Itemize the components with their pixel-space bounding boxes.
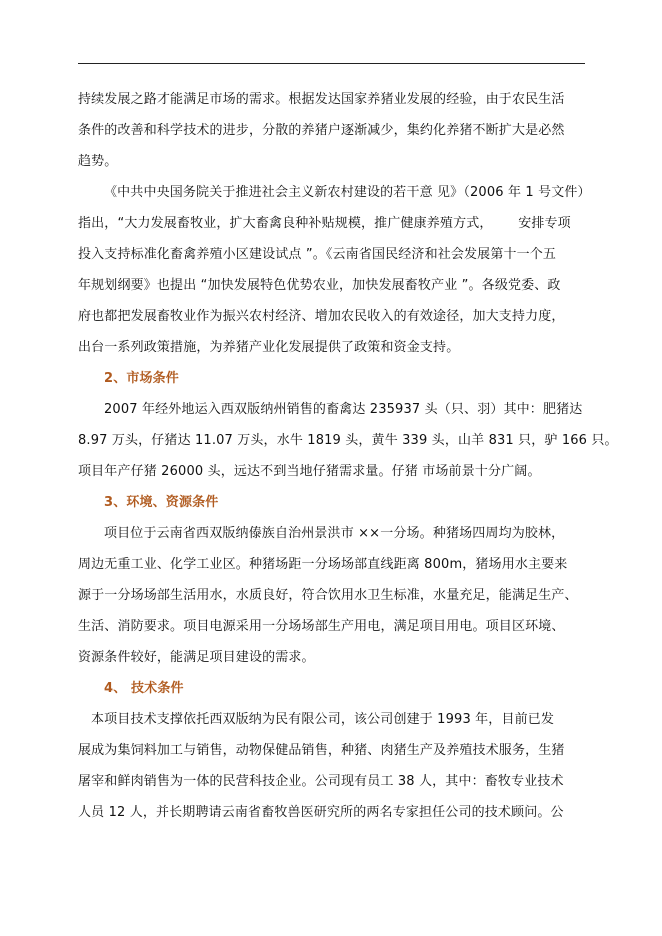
body-line: 本项目技术支撑依托西双版纳为民有限公司，该公司创建于 1993 年，目前已发: [91, 712, 555, 727]
body-line: 2007 年经外地运入西双版纳州销售的畜禽达 235937 头（只、羽）其中：肥猪达: [104, 402, 583, 417]
body-line: 人员 12 人，并长期聘请云南省畜牧兽医研究所的两名专家担任公司的技术顾问。公: [78, 805, 564, 820]
body-line: 条件的改善和科学技术的进步，分散的养猪户逐渐减少，集约化养猪不断扩大是必然: [78, 123, 565, 138]
body-line: 《中共中央国务院关于推进社会主义新农村建设的若干意 见》（2006 年 1 号文件）: [104, 185, 591, 200]
document-body: [78, 84, 618, 828]
body-line: 资源条件较好，能满足项目建设的需求。: [78, 650, 315, 665]
body-line: 年规划纲要》也提出 “加快发展特色优势农业，加快发展畜牧产业 ”。各级党委、政: [78, 278, 561, 293]
body-line: 屠宰和鲜肉销售为一体的民营科技企业。公司现有员工 38 人，其中：畜牧专业技术: [78, 774, 564, 789]
body-line: 投入支持标准化畜禽养殖小区建设试点 ”。《云南省国民经济和社会发展第十一个五: [78, 247, 557, 262]
body-line: 府也都把发展畜牧业作为振兴农村经济、增加农民收入的有效途径，加大支持力度，: [78, 309, 565, 324]
body-line: 生活、消防要求。项目电源采用一分场场部生产用电，满足项目用电。项目区环境、: [78, 619, 565, 634]
body-line: 项目年产仔猪 26000 头，远达不到当地仔猪需求量。仔猪 市场前景十分广阔。: [78, 464, 541, 479]
body-line: 趋势。: [78, 154, 118, 169]
body-line: 源于一分场场部生活用水，水质良好，符合饮用水卫生标准，水量充足，能满足生产、: [78, 588, 578, 603]
body-line: 指出，“大力发展畜牧业，扩大畜禽良种补贴规模，推广健康养殖方式， 安排专项: [78, 216, 571, 231]
header-rule: [78, 63, 585, 64]
body-line: 项目位于云南省西双版纳傣族自治州景洪市 ××一分场。种猪场四周均为胶林，: [104, 526, 565, 541]
body-line: 展成为集饲料加工与销售，动物保健品销售，种猪、肉猪生产及养殖技术服务，生猪: [78, 743, 565, 758]
body-line: 周边无重工业、化学工业区。种猪场距一分场场部直线距离 800m，猪场用水主要来: [78, 557, 568, 572]
section-heading-market: 2、市场条件: [104, 371, 179, 386]
section-heading-environment: 3、环境、资源条件: [104, 495, 219, 510]
body-line: 持续发展之路才能满足市场的需求。根据发达国家养猪业发展的经验，由于农民生活: [78, 92, 565, 107]
section-heading-technology: 4、 技术条件: [104, 681, 184, 696]
body-line: 出台一系列政策措施，为养猪产业化发展提供了政策和资金支持。: [78, 340, 460, 355]
body-line: 8.97 万头，仔猪达 11.07 万头，水牛 1819 头，黄牛 339 头，山羊 831 只，驴 166 只。: [78, 433, 618, 448]
